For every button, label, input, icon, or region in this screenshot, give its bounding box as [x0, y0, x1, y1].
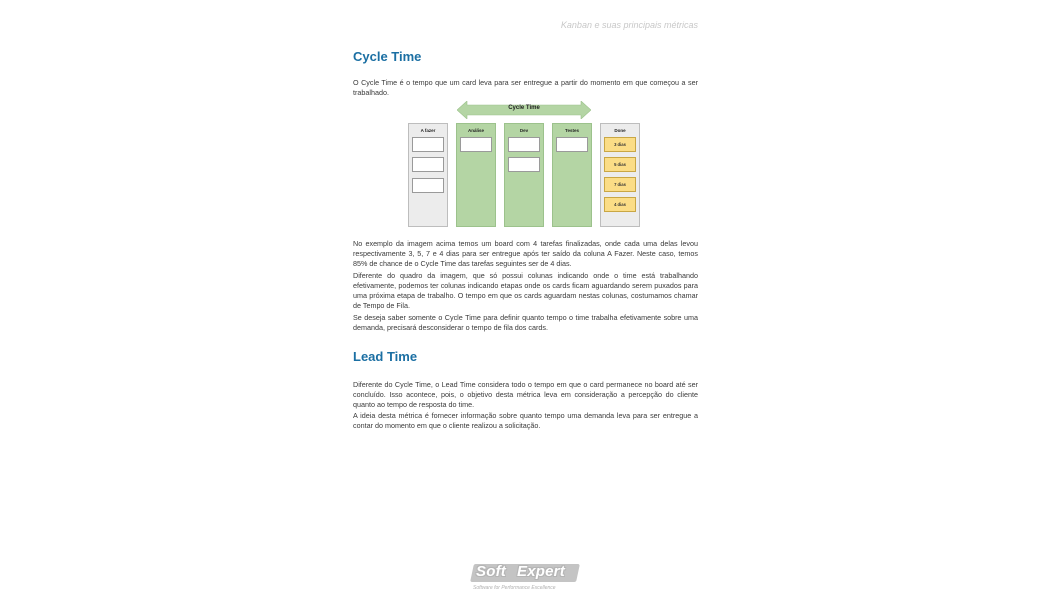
task-card [508, 137, 540, 152]
cycle-time-paragraph-1: No exemplo da imagem acima temos um board com 4 tarefas finalizadas, onde cada uma delas levou respectivamente 3, 5, 7 e 4 dias para ser entregue após ter saído da coluna A Fazer. Neste caso, temos 85% de chance de o Cycle Time das tarefas seguintes ser de 4 dias. [353, 239, 698, 268]
task-card [556, 137, 588, 152]
done-card: 4 dias [604, 197, 636, 212]
column-title: Dev [519, 128, 529, 133]
kanban-board-diagram [405, 100, 645, 230]
column-title: Done [614, 128, 626, 133]
task-card [412, 157, 444, 172]
cycle-time-paragraph-2: Diferente do quadro da imagem, que só possui colunas indicando onde o time está trabalhando efetivamente, podemos ter colunas indicando etapas onde os cards ficam aguardando serem puxados para uma próxima etapa de trabalho. O tempo em que os cards aguardam nestas colunas, costumamos chamar de Tempo de Fila. [353, 271, 698, 310]
column-title: Testes [565, 128, 579, 133]
cycle-time-intro: O Cycle Time é o tempo que um card leva para ser entregue a partir do momento em que começou a ser trabalhado. [353, 78, 698, 97]
column-title: A fazer [420, 128, 436, 133]
column-done [600, 123, 640, 227]
task-card [412, 137, 444, 152]
lead-time-paragraph-1: Diferente do Cycle Time, o Lead Time considera todo o tempo em que o card permanece no board até ser concluído. Isso acontece, pois, o objetivo desta métrica leva em consideração a percepção do cliente quanto ao tempo de resposta do time. [353, 380, 698, 409]
lead-time-paragraph-2: A ideia desta métrica é fornecer informação sobre quanto tempo uma demanda leva para ser entregue a contar do momento em que o cliente realizou a solicitação. [353, 411, 698, 430]
logo-word-soft: Soft [476, 563, 506, 580]
running-header: Kanban e suas principais métricas [560, 20, 698, 30]
task-card [508, 157, 540, 172]
task-card [460, 137, 492, 152]
cycle-time-arrow-label: Cycle Time [508, 105, 540, 111]
done-card: 3 dias [604, 137, 636, 152]
cycle-time-paragraph-3: Se deseja saber somente o Cycle Time para definir quanto tempo o time trabalha efetivamente sobre uma demanda, precisará desconsiderar o tempo de fila dos cards. [353, 313, 698, 332]
column-testes [552, 123, 592, 227]
done-card: 7 dias [604, 177, 636, 192]
lead-time-heading: Lead Time [353, 349, 418, 364]
column-dev [504, 123, 544, 227]
logo-word-expert: Expert [517, 563, 565, 580]
column-title: Análise [467, 128, 484, 133]
column-analise [456, 123, 496, 227]
task-card [412, 178, 444, 193]
softexpert-logo [466, 562, 586, 596]
done-card: 5 dias [604, 157, 636, 172]
logo-tagline: Software for Performance Excellence [473, 585, 556, 591]
cycle-time-heading: Cycle Time [353, 49, 422, 64]
column-a-fazer [408, 123, 448, 227]
